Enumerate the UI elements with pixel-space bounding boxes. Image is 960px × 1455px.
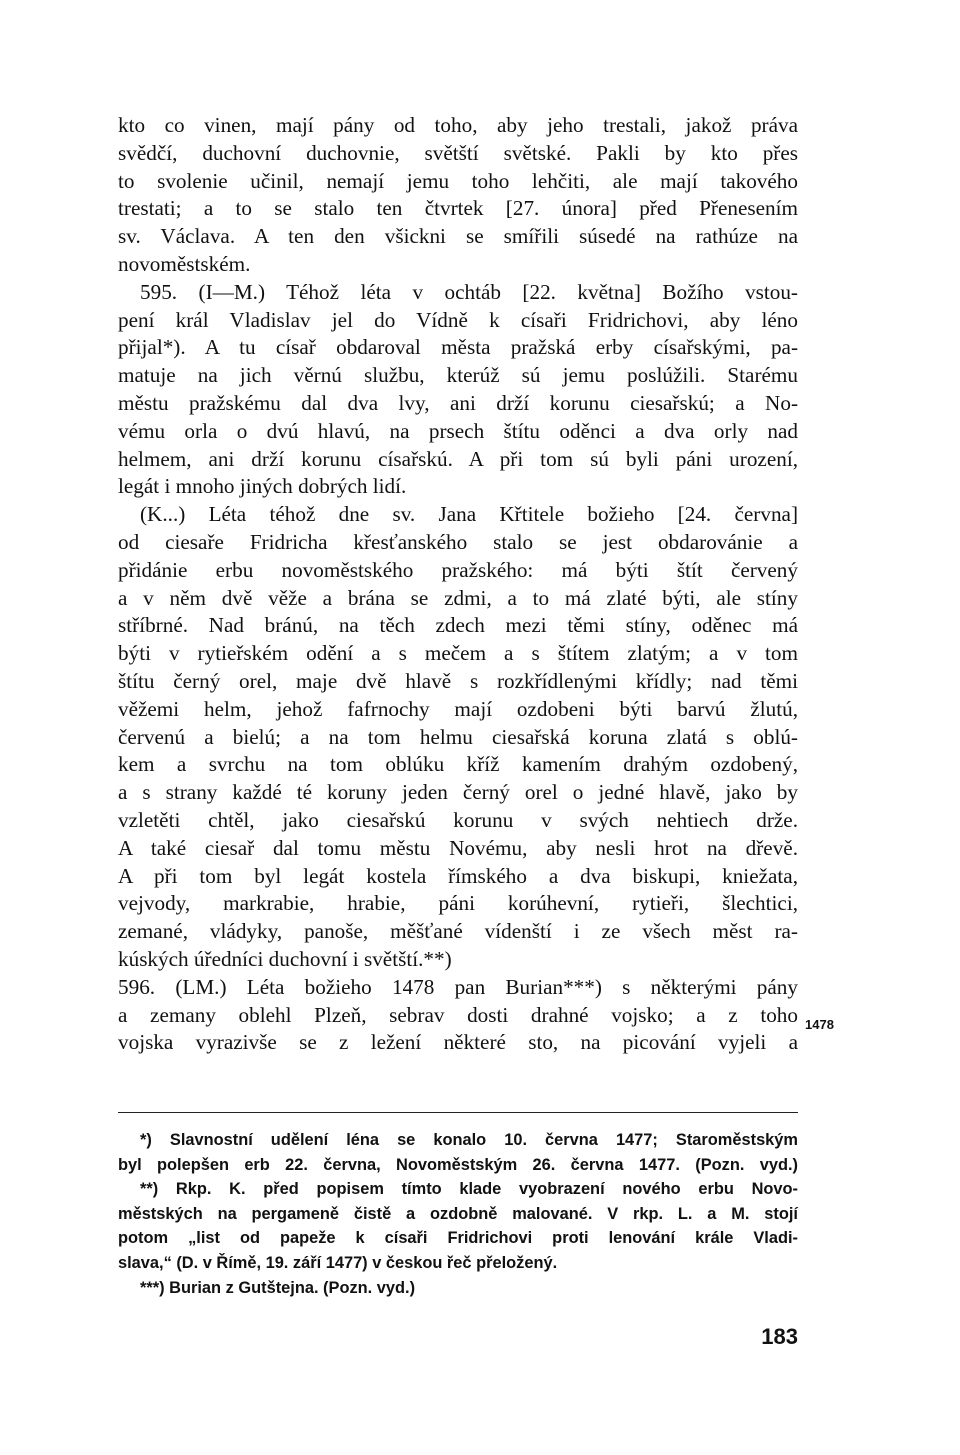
text-line: 595. (I—M.) Téhož léta v ochtáb [22. května] Božího vstou-: [140, 279, 798, 304]
margin-year-note: 1478: [805, 1017, 834, 1032]
text-line: to svolenie učinil, nemají jemu toho lehčiti, ale mají takového: [118, 168, 798, 193]
text-line: býti v rytieřském odění a s mečem a s štítem zlatým; a v tom: [118, 641, 798, 666]
text-line: a v něm dvě věže a brána se zdmi, a to má zlaté býti, ale stíny: [118, 585, 798, 610]
text-line: 596. (LM.) Léta božieho 1478 pan Burian***) s některými pány: [118, 974, 798, 999]
footnote-line: byl polepšen erb 22. června, Novoměstským 26. června 1477. (Pozn. vyd.): [118, 1155, 798, 1174]
text-line: stříbrné. Nad bránú, na těch zdech mezi těmi stíny, oděnec má: [118, 613, 798, 638]
text-line: zemané, vládyky, panoše, měšťané vídenští i ze všech měst ra-: [118, 919, 798, 944]
text-line: štítu černý orel, maje dvě hlavě s rozkřídlenými křídly; nad těmi: [118, 668, 798, 693]
text-line: červenú a bielú; a na tom helmu ciesařská koruna zlatá s oblú-: [118, 724, 798, 749]
text-line: a s strany každé té koruny jeden černý orel o jedné hlavě, jako by: [118, 780, 798, 805]
footnote-line: *) Slavnostní udělení léna se konalo 10. června 1477; Staroměstským: [140, 1131, 798, 1149]
text-line: svědčí, duchovní duchovnie, světští světské. Pakli by kto přes: [118, 140, 798, 165]
text-line: městu pražskému dal dva lvy, ani drží korunu ciesařskú; a No-: [118, 390, 798, 415]
text-line: věžemi helm, jehož fafrnochy mají ozdobeni býti barvú žlutú,: [118, 696, 798, 721]
text-line: trestati; a to se stalo ten čtvrtek [27. února] před Přenesením: [118, 196, 798, 221]
text-line: přidánie erbu novoměstského pražského: má býti štít červený: [118, 557, 798, 582]
text-line: a zemany oblehl Plzeň, sebrav dosti drahné vojsko; a z toho: [118, 1002, 798, 1027]
text-line: vojska vyrazivše se z ležení některé sto, na picování vyjeli a: [118, 1030, 798, 1055]
text-line: legát i mnoho jiných dobrých lidí.: [118, 474, 407, 499]
text-line: matuje na jich věrnú službu, kterúž sú jemu poslúžili. Starému: [118, 363, 798, 388]
text-line: kúských úředníci duchovní i světští.**): [118, 946, 452, 971]
text-line: novoměstském.: [118, 251, 251, 276]
text-line: vzletěti chtěl, jako ciesařskú korunu v svých nehtiech drže.: [118, 807, 798, 832]
footnote-line: ***) Burian z Gutštejna. (Pozn. vyd.): [140, 1278, 416, 1297]
footnote-line: **) Rkp. K. před popisem tímto klade vyobrazení nového erbu Novo-: [140, 1180, 798, 1199]
text-line: pení král Vladislav jel do Vídně k císaři Fridrichovi, aby léno: [118, 307, 798, 332]
text-line: vejvody, markrabie, hrabie, páni korúhevní, rytieři, šlechtici,: [118, 891, 798, 916]
footnote-line: městských na pergameně čistě a ozdobně malované. V rkp. L. a M. stojí: [118, 1204, 798, 1223]
text-line: vému orla o dvú hlavú, na prsech štítu oděnci a dva orly nad: [118, 418, 798, 443]
page-number: 183: [761, 1324, 798, 1349]
text-line: od ciesaře Fridricha křesťanského stalo se jest obdarovánie a: [118, 529, 798, 554]
main-text: [118, 112, 798, 1057]
text-line: helmem, ani drží korunu císařskú. A při tom sú byli páni urození,: [118, 446, 798, 471]
footnotes: [118, 1128, 798, 1300]
text-line: kem a svrchu na tom oblúku kříž kamením drahým ozdobený,: [118, 752, 798, 777]
text-line: A při tom byl legát kostela římského a dva biskupi, kniežata,: [118, 863, 798, 888]
footnote-line: potom „list od papeže k císaři Fridrichovi proti lenování krále Vladi-: [118, 1229, 798, 1248]
text-line: A také ciesař dal tomu městu Novému, aby nesli hrot na dřevě.: [118, 835, 798, 860]
text-line: přijal*). A tu císař obdaroval města pražská erby císařskými, pa-: [118, 335, 798, 360]
text-line: kto co vinen, mají pány od toho, aby jeho trestali, jakož práva: [118, 113, 798, 137]
footnote-divider: [118, 1112, 798, 1113]
text-line: (K...) Léta téhož dne sv. Jana Křtitele božieho [24. června]: [140, 502, 798, 527]
text-line: sv. Václava. A ten den všickni se smířili súsedé na rathúze na: [118, 224, 798, 249]
footnote-line: slava,“ (D. v Římě, 19. září 1477) v českou řeč přeložený.: [118, 1253, 558, 1272]
